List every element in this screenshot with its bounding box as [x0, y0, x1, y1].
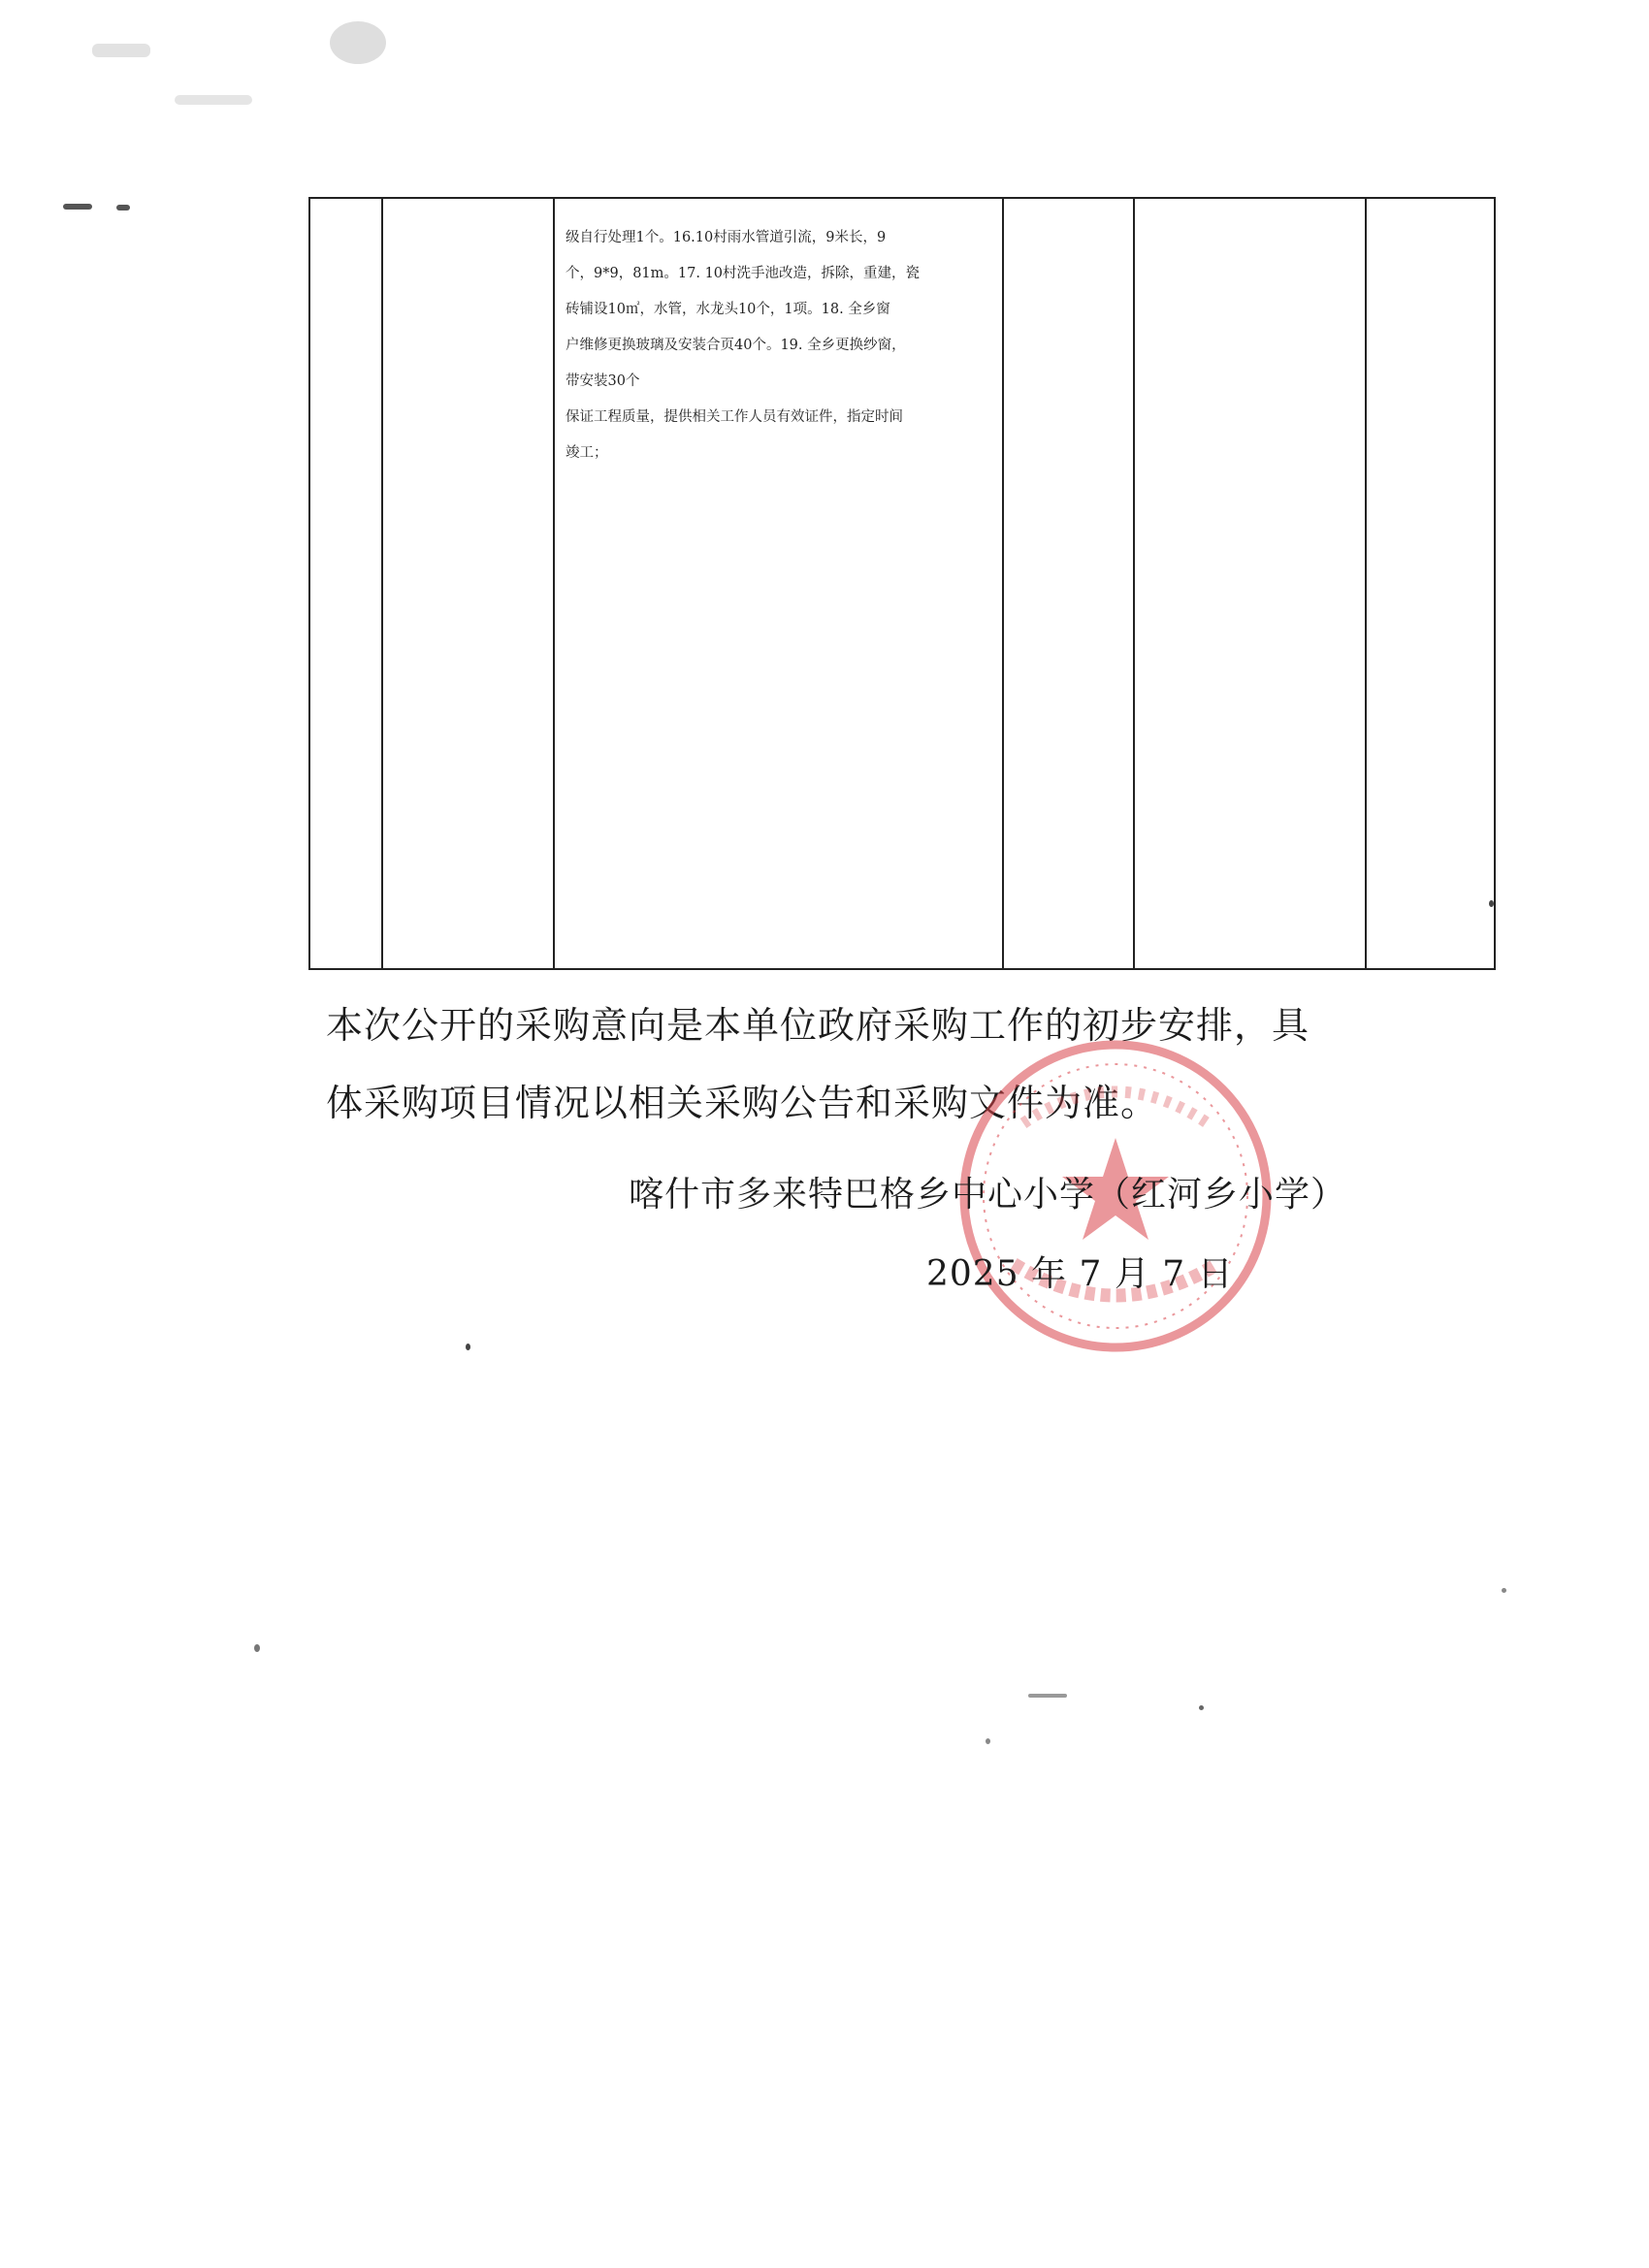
notice-line: 体采购项目情况以相关采购公告和采购文件为准。: [326, 1082, 1159, 1124]
scan-mark: [1028, 1694, 1067, 1698]
description-line: 带安装30个: [566, 373, 640, 389]
signing-organization: 喀什市多来特巴格乡中心小学（红河乡小学）: [629, 1175, 1347, 1215]
column-divider: [1002, 199, 1004, 968]
scan-mark: [254, 1644, 260, 1652]
column-divider: [1133, 199, 1135, 968]
column-divider: [553, 199, 555, 968]
description-line: 户维修更换玻璃及安装合页40个。19. 全乡更换纱窗，: [566, 338, 906, 353]
scan-mark: [330, 21, 386, 64]
description-line: 砖铺设10㎡，水管，水龙头10个，1项。18. 全乡窗: [566, 302, 890, 317]
scan-mark: [1502, 1588, 1506, 1593]
scan-mark: [175, 95, 252, 105]
procurement-table-continuation: [308, 197, 1496, 970]
scan-mark: [92, 44, 150, 57]
description-line: 保证工程质量，提供相关工作人员有效证件，指定时间: [566, 409, 903, 425]
scan-mark: [986, 1738, 990, 1744]
description-line: 竣工；: [566, 445, 608, 461]
procurement-description-cell: [566, 220, 992, 471]
column-divider: [1365, 199, 1367, 968]
column-divider: [381, 199, 383, 968]
scan-mark: [1199, 1705, 1204, 1710]
scan-mark: [466, 1344, 470, 1350]
notice-line: 本次公开的采购意向是本单位政府采购工作的初步安排，具: [326, 1004, 1310, 1047]
scan-mark: [116, 205, 130, 211]
scan-mark: [63, 204, 92, 210]
signing-date: 2025 年 7 月 7 日: [926, 1254, 1234, 1294]
description-line: 级自行处理1个。16.10村雨水管道引流，9米长，9: [566, 230, 887, 245]
description-line: 个，9*9，81m。17. 10村洗手池改造，拆除，重建，瓷: [566, 266, 921, 281]
